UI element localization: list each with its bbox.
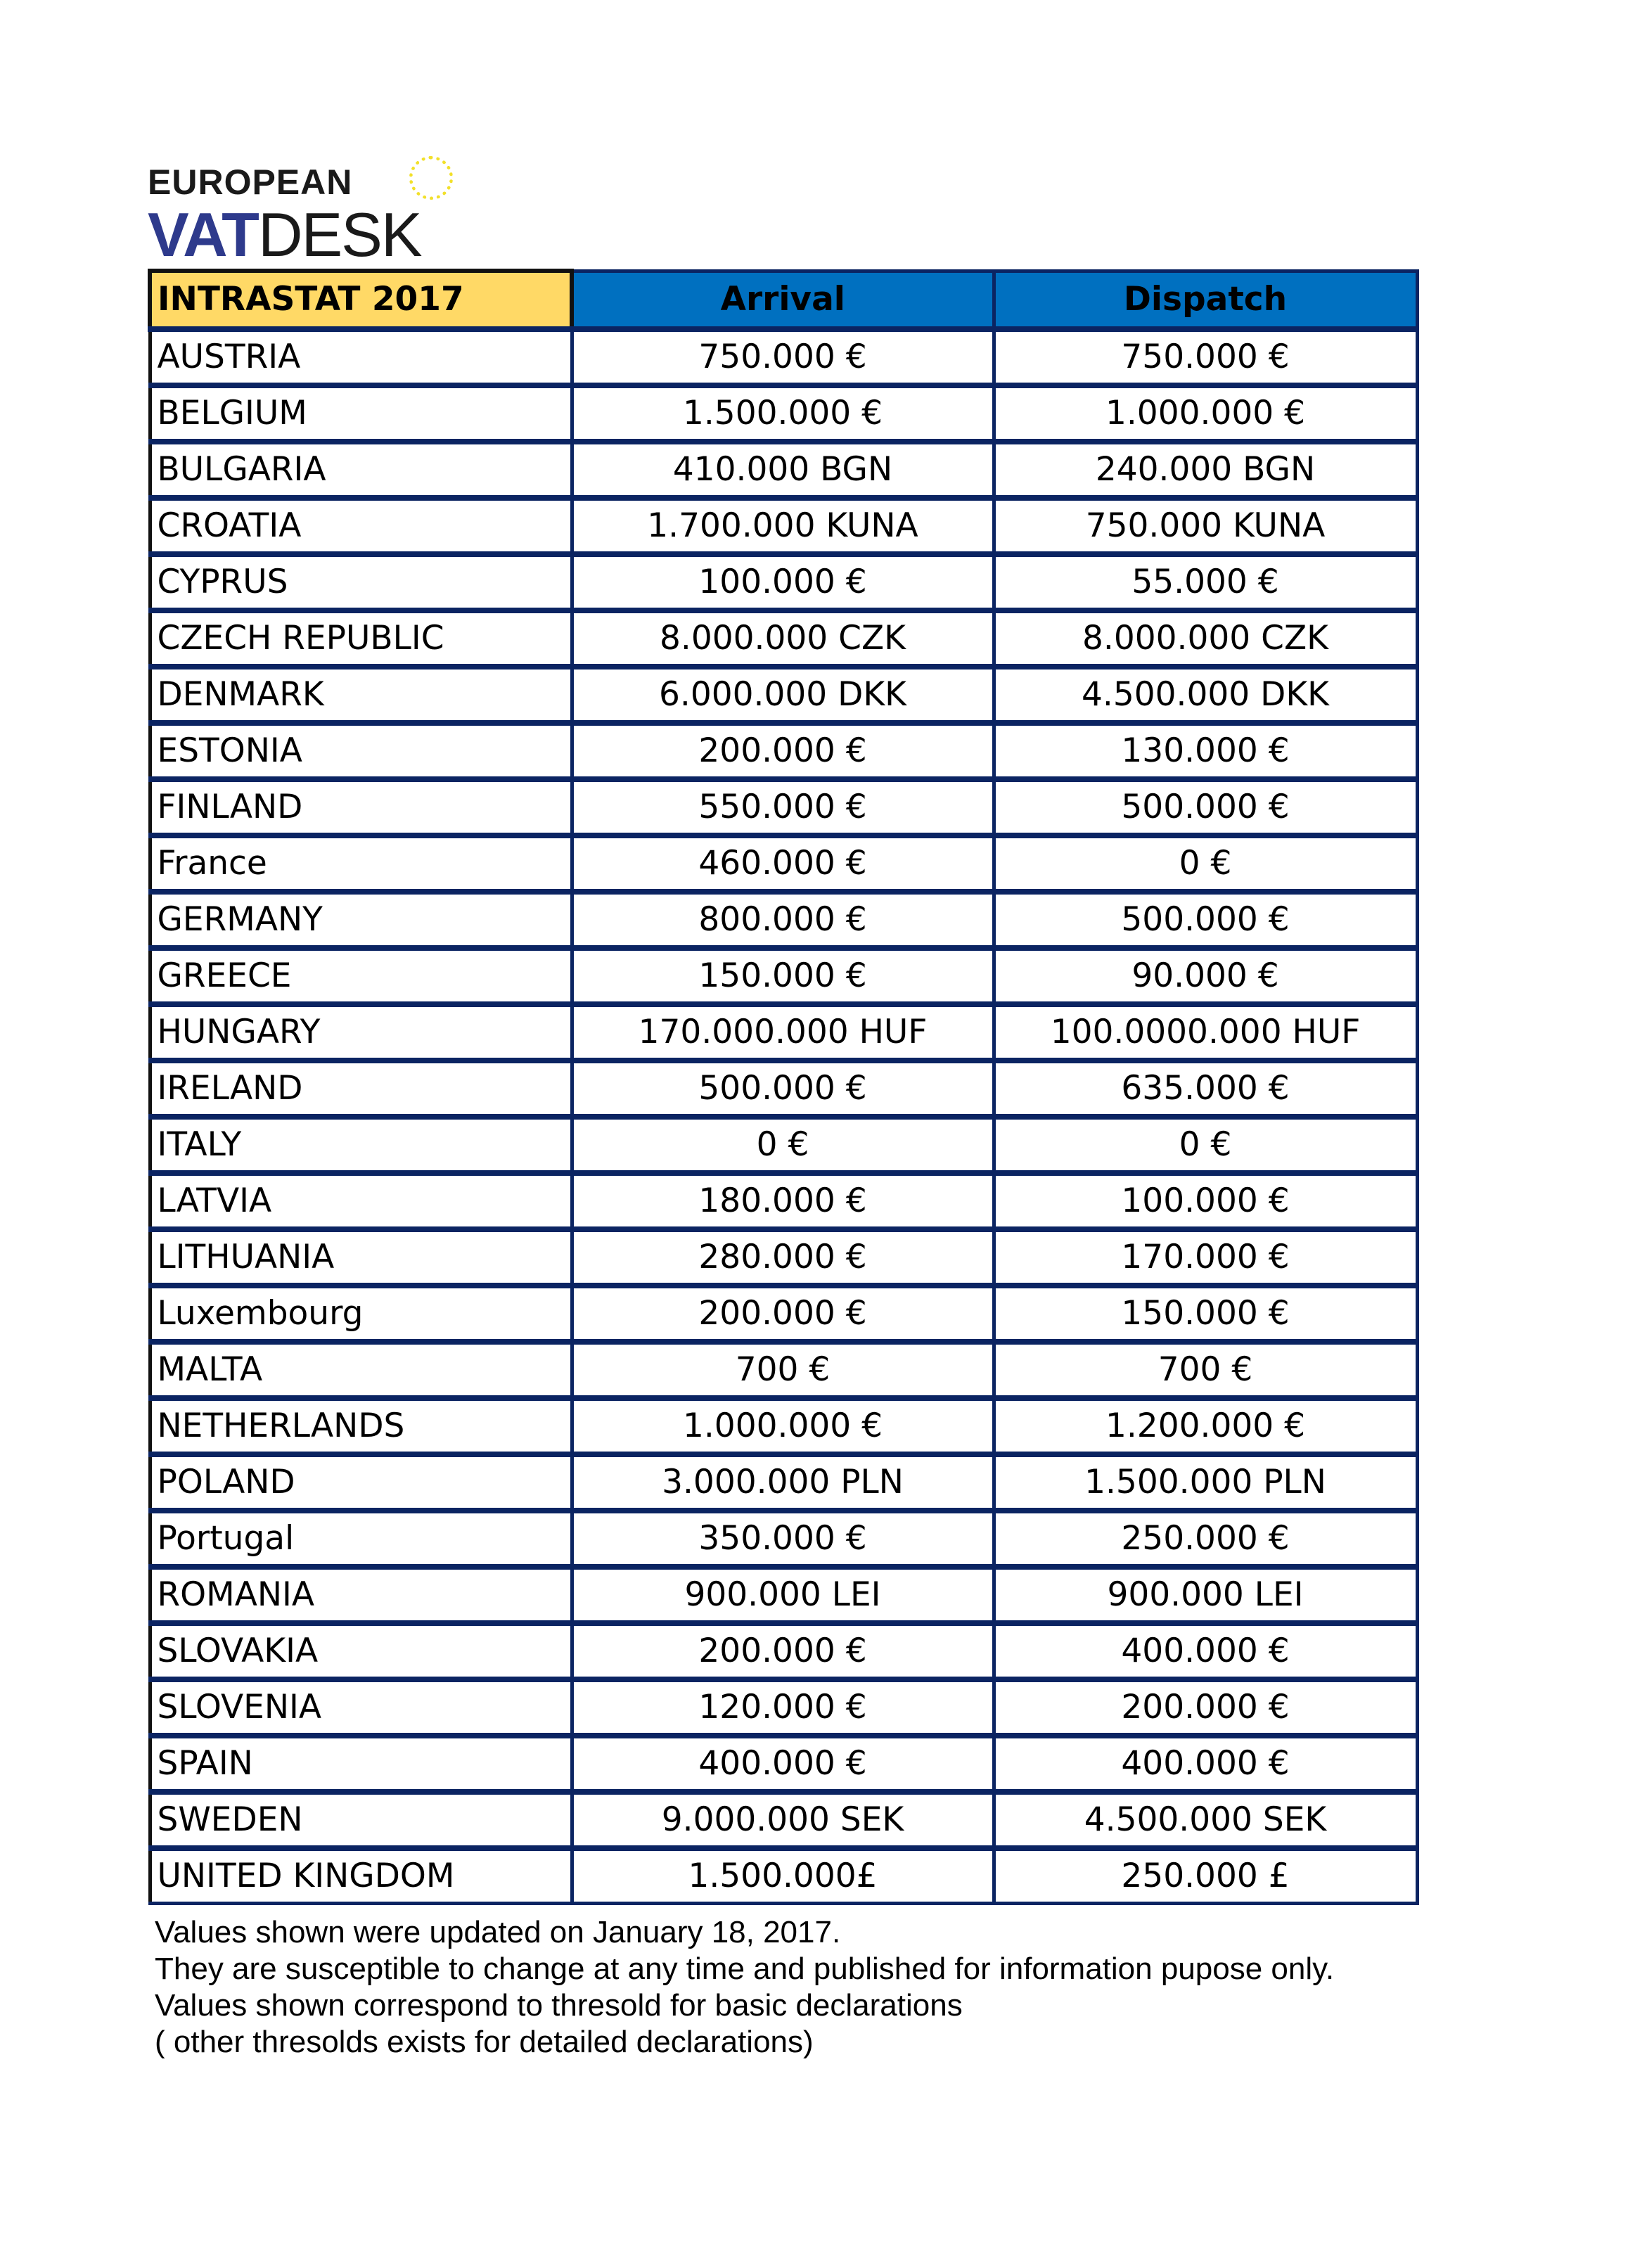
dispatch-cell: 1.200.000 € [994, 1398, 1417, 1454]
country-cell: NETHERLANDS [150, 1398, 572, 1454]
arrival-cell: 1.700.000 KUNA [572, 498, 994, 554]
dispatch-cell: 250.000 £ [994, 1848, 1417, 1904]
table-row [150, 1623, 1417, 1679]
country-cell: LITHUANIA [150, 1229, 572, 1286]
european-vatdesk-logo [148, 156, 485, 269]
arrival-cell: 150.000 € [572, 948, 994, 1004]
arrival-cell: 3.000.000 PLN [572, 1454, 994, 1511]
country-cell: SWEDEN [150, 1792, 572, 1848]
dispatch-cell: 500.000 € [994, 779, 1417, 835]
arrival-cell: 900.000 LEI [572, 1567, 994, 1623]
country-cell: BELGIUM [150, 385, 572, 442]
country-cell: MALTA [150, 1342, 572, 1398]
table-row [150, 1004, 1417, 1061]
table-row [150, 385, 1417, 442]
arrival-cell: 550.000 € [572, 779, 994, 835]
arrival-cell: 6.000.000 DKK [572, 667, 994, 723]
dispatch-cell: 55.000 € [994, 554, 1417, 610]
dispatch-cell: 700 € [994, 1342, 1417, 1398]
arrival-cell: 120.000 € [572, 1679, 994, 1736]
dispatch-cell: 500.000 € [994, 892, 1417, 948]
country-cell: Luxembourg [150, 1286, 572, 1342]
dispatch-cell: 635.000 € [994, 1061, 1417, 1117]
header-arrival: Arrival [572, 271, 994, 329]
table-row [150, 498, 1417, 554]
arrival-cell: 500.000 € [572, 1061, 994, 1117]
table-row [150, 1229, 1417, 1286]
dispatch-cell: 0 € [994, 835, 1417, 892]
country-cell: FINLAND [150, 779, 572, 835]
note-line: Values shown correspond to thresold for basic declarations [155, 1988, 963, 2023]
arrival-cell: 1.500.000£ [572, 1848, 994, 1904]
header-intrastat-2017: INTRASTAT 2017 [150, 271, 572, 329]
country-cell: HUNGARY [150, 1004, 572, 1061]
note-line: Values shown were updated on January 18, 2017. [155, 1915, 841, 1949]
arrival-cell: 410.000 BGN [572, 442, 994, 498]
arrival-cell: 750.000 € [572, 329, 994, 385]
table-row [150, 1342, 1417, 1398]
dispatch-cell: 200.000 € [994, 1679, 1417, 1736]
country-cell: France [150, 835, 572, 892]
arrival-cell: 350.000 € [572, 1511, 994, 1567]
arrival-cell: 280.000 € [572, 1229, 994, 1286]
table-row [150, 1679, 1417, 1736]
arrival-cell: 460.000 € [572, 835, 994, 892]
dispatch-cell: 90.000 € [994, 948, 1417, 1004]
country-cell: ESTONIA [150, 723, 572, 779]
country-cell: GERMANY [150, 892, 572, 948]
country-cell: AUSTRIA [150, 329, 572, 385]
arrival-cell: 800.000 € [572, 892, 994, 948]
table-row [150, 1848, 1417, 1904]
table-row [150, 892, 1417, 948]
table-body [150, 329, 1417, 1904]
dispatch-cell: 170.000 € [994, 1229, 1417, 1286]
footnotes [155, 1914, 1334, 2061]
dispatch-cell: 100.000 € [994, 1173, 1417, 1229]
country-cell: IRELAND [150, 1061, 572, 1117]
arrival-cell: 1.000.000 € [572, 1398, 994, 1454]
table-row [150, 1117, 1417, 1173]
country-cell: CZECH REPUBLIC [150, 610, 572, 667]
intrastat-thresholds-table [148, 269, 1419, 1905]
arrival-cell: 100.000 € [572, 554, 994, 610]
dispatch-cell: 400.000 € [994, 1623, 1417, 1679]
arrival-cell: 180.000 € [572, 1173, 994, 1229]
country-cell: LATVIA [150, 1173, 572, 1229]
arrival-cell: 200.000 € [572, 1623, 994, 1679]
dispatch-cell: 100.0000.000 HUF [994, 1004, 1417, 1061]
dispatch-cell: 130.000 € [994, 723, 1417, 779]
table-row [150, 1398, 1417, 1454]
dispatch-cell: 240.000 BGN [994, 442, 1417, 498]
country-cell: ROMANIA [150, 1567, 572, 1623]
arrival-cell: 200.000 € [572, 1286, 994, 1342]
dispatch-cell: 900.000 LEI [994, 1567, 1417, 1623]
dispatch-cell: 150.000 € [994, 1286, 1417, 1342]
dispatch-cell: 8.000.000 CZK [994, 610, 1417, 667]
country-cell: SPAIN [150, 1736, 572, 1792]
table-row [150, 1736, 1417, 1792]
table-row [150, 1454, 1417, 1511]
note-line: ( other thresolds exists for detailed declarations) [155, 2025, 814, 2059]
country-cell: UNITED KINGDOM [150, 1848, 572, 1904]
country-cell: BULGARIA [150, 442, 572, 498]
country-cell: ITALY [150, 1117, 572, 1173]
table-row [150, 1567, 1417, 1623]
country-cell: SLOVAKIA [150, 1623, 572, 1679]
table-row [150, 329, 1417, 385]
table-header-row [150, 271, 1417, 329]
table-row [150, 723, 1417, 779]
country-cell: GREECE [150, 948, 572, 1004]
country-cell: CYPRUS [150, 554, 572, 610]
arrival-cell: 9.000.000 SEK [572, 1792, 994, 1848]
dispatch-cell: 0 € [994, 1117, 1417, 1173]
table-row [150, 667, 1417, 723]
table-row [150, 835, 1417, 892]
arrival-cell: 1.500.000 € [572, 385, 994, 442]
dispatch-cell: 250.000 € [994, 1511, 1417, 1567]
table-row [150, 948, 1417, 1004]
dispatch-cell: 750.000 € [994, 329, 1417, 385]
country-cell: Portugal [150, 1511, 572, 1567]
table-row [150, 1511, 1417, 1567]
arrival-cell: 170.000.000 HUF [572, 1004, 994, 1061]
country-cell: CROATIA [150, 498, 572, 554]
dispatch-cell: 750.000 KUNA [994, 498, 1417, 554]
logo-desk: DESK [257, 200, 421, 269]
table-row [150, 1286, 1417, 1342]
dispatch-cell: 400.000 € [994, 1736, 1417, 1792]
dispatch-cell: 4.500.000 SEK [994, 1792, 1417, 1848]
logo-european-text: EUROPEAN [148, 162, 353, 202]
table-row [150, 1061, 1417, 1117]
table-row [150, 554, 1417, 610]
arrival-cell: 400.000 € [572, 1736, 994, 1792]
dispatch-cell: 1.500.000 PLN [994, 1454, 1417, 1511]
arrival-cell: 8.000.000 CZK [572, 610, 994, 667]
header-dispatch: Dispatch [994, 271, 1417, 329]
arrival-cell: 0 € [572, 1117, 994, 1173]
table-row [150, 442, 1417, 498]
table-row [150, 610, 1417, 667]
logo-vatdesk-text [148, 200, 421, 269]
table-row [150, 779, 1417, 835]
arrival-cell: 200.000 € [572, 723, 994, 779]
eu-stars-icon [409, 156, 453, 200]
country-cell: SLOVENIA [150, 1679, 572, 1736]
arrival-cell: 700 € [572, 1342, 994, 1398]
logo-vat: VAT [148, 200, 258, 269]
note-line: They are susceptible to change at any time and published for information pupose only. [155, 1952, 1335, 1986]
dispatch-cell: 1.000.000 € [994, 385, 1417, 442]
table-row [150, 1173, 1417, 1229]
table-row [150, 1792, 1417, 1848]
dispatch-cell: 4.500.000 DKK [994, 667, 1417, 723]
country-cell: POLAND [150, 1454, 572, 1511]
country-cell: DENMARK [150, 667, 572, 723]
